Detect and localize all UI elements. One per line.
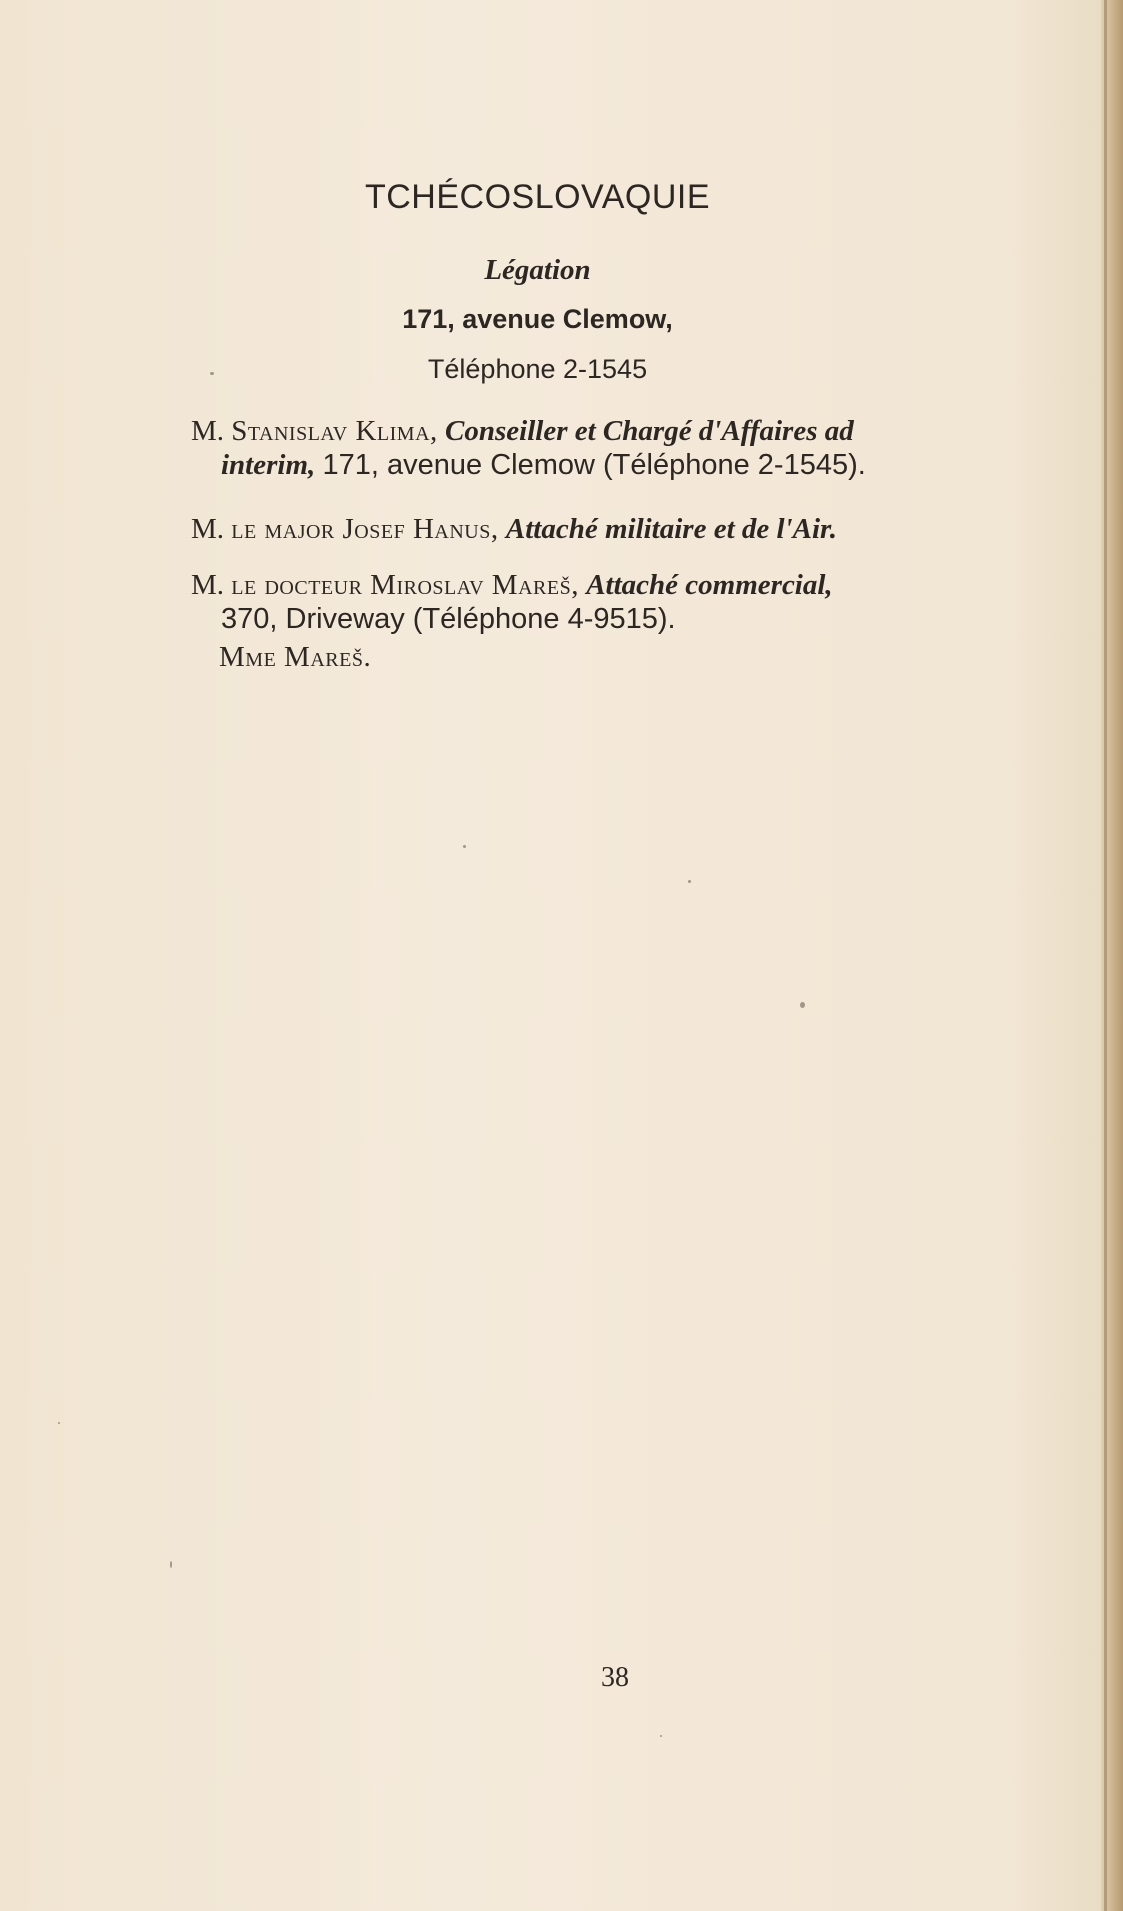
entry-title: Attaché commercial, [586, 569, 833, 601]
paper-speck [210, 372, 214, 375]
legation-phone: Téléphone 2-1545 [427, 354, 648, 384]
entry-hanus [191, 512, 1101, 546]
entry-title-continuation: interim, [221, 449, 316, 481]
legation-label: Légation [484, 254, 591, 286]
entry-detail: 171, avenue Clemow (Téléphone 2-1545). [322, 449, 866, 481]
page-number: 38 [601, 1662, 629, 1693]
entry-mares [191, 568, 1101, 636]
legation-address: 171, avenue Clemow, [402, 304, 673, 334]
entry-prefix: M. [191, 415, 225, 447]
entry-detail: 370, Driveway (Téléphone 4-9515). [221, 603, 676, 635]
entry-klima [191, 414, 1101, 482]
entry-name: le docteur Miroslav Mareš, [231, 569, 579, 601]
paper-speck [660, 1735, 662, 1737]
paper-speck [170, 1561, 172, 1568]
entry-name: le major Josef Hanus, [231, 513, 499, 545]
entry-mme-mares [219, 640, 1123, 674]
entry-name: Stanislav Klima, [231, 415, 438, 447]
entry-continuation [191, 448, 1101, 482]
country-heading: TCHÉCOSLOVAQUIE [364, 178, 711, 216]
paper-speck [688, 880, 691, 883]
paper-speck [800, 1002, 805, 1008]
paper-speck [58, 1422, 60, 1424]
page-edge-line [1104, 0, 1107, 1911]
entry-prefix: M. [191, 513, 225, 545]
entry-title: Attaché militaire et de l'Air. [505, 513, 837, 545]
entry-name: Mme Mareš. [219, 641, 372, 673]
paper-speck [463, 845, 466, 848]
entry-title: Conseiller et Chargé d'Affaires ad [445, 415, 854, 447]
entry-prefix: M. [191, 569, 225, 601]
